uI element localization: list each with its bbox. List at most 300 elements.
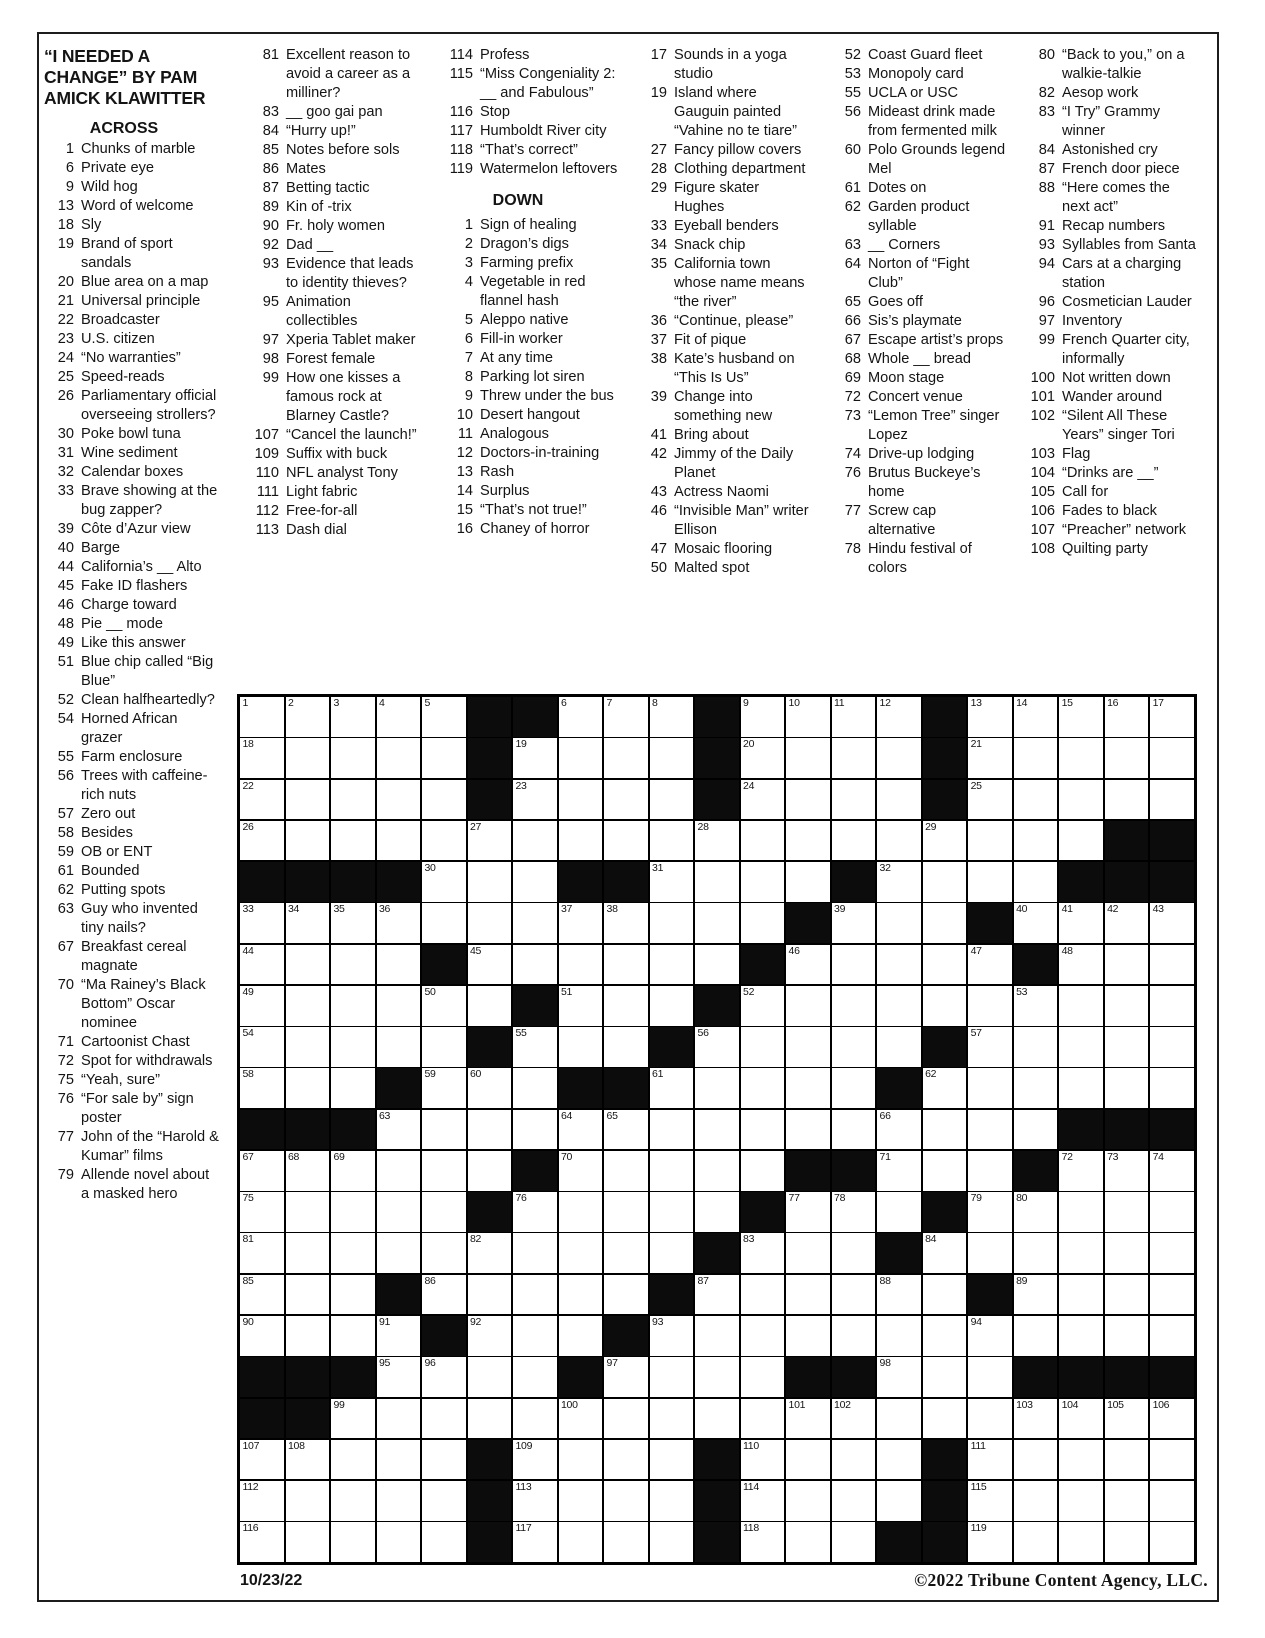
grid-cell[interactable] xyxy=(1105,1275,1149,1315)
grid-cell[interactable] xyxy=(422,986,466,1026)
grid-cell[interactable] xyxy=(1150,1068,1194,1108)
grid-cell[interactable] xyxy=(377,1357,421,1397)
grid-cell[interactable] xyxy=(1014,1440,1058,1480)
grid-cell[interactable] xyxy=(559,1110,603,1150)
grid-cell[interactable] xyxy=(1014,821,1058,861)
grid-cell[interactable] xyxy=(240,1481,284,1521)
grid-cell[interactable] xyxy=(1014,1027,1058,1067)
grid-cell[interactable] xyxy=(923,1399,967,1439)
grid-cell[interactable] xyxy=(604,986,648,1026)
grid-cell[interactable] xyxy=(331,1027,375,1067)
grid-cell[interactable] xyxy=(240,697,284,737)
grid-cell[interactable] xyxy=(468,945,512,985)
grid-cell[interactable] xyxy=(1105,903,1149,943)
grid-cell[interactable] xyxy=(650,945,694,985)
grid-cell[interactable] xyxy=(331,1068,375,1108)
grid-cell[interactable] xyxy=(513,1068,557,1108)
grid-cell[interactable] xyxy=(1105,1399,1149,1439)
grid-cell[interactable] xyxy=(468,1110,512,1150)
grid-cell[interactable] xyxy=(1059,903,1103,943)
grid-cell[interactable] xyxy=(832,780,876,820)
grid-cell[interactable] xyxy=(604,1522,648,1562)
grid-cell[interactable] xyxy=(468,821,512,861)
grid-cell[interactable] xyxy=(377,1399,421,1439)
grid-cell[interactable] xyxy=(877,1275,921,1315)
grid-cell[interactable] xyxy=(695,1399,739,1439)
grid-cell[interactable] xyxy=(832,1522,876,1562)
grid-cell[interactable] xyxy=(1059,821,1103,861)
grid-cell[interactable] xyxy=(331,986,375,1026)
grid-cell[interactable] xyxy=(832,1027,876,1067)
grid-cell[interactable] xyxy=(1105,1440,1149,1480)
grid-cell[interactable] xyxy=(604,1481,648,1521)
grid-cell[interactable] xyxy=(559,1275,603,1315)
grid-cell[interactable] xyxy=(422,1399,466,1439)
grid-cell[interactable] xyxy=(741,986,785,1026)
grid-cell[interactable] xyxy=(741,1316,785,1356)
grid-cell[interactable] xyxy=(240,1027,284,1067)
grid-cell[interactable] xyxy=(832,1275,876,1315)
grid-cell[interactable] xyxy=(240,1522,284,1562)
grid-cell[interactable] xyxy=(650,780,694,820)
grid-cell[interactable] xyxy=(331,1192,375,1232)
grid-cell[interactable] xyxy=(559,1151,603,1191)
grid-cell[interactable] xyxy=(786,780,830,820)
grid-cell[interactable] xyxy=(968,986,1012,1026)
grid-cell[interactable] xyxy=(513,821,557,861)
grid-cell[interactable] xyxy=(923,821,967,861)
grid-cell[interactable] xyxy=(331,780,375,820)
grid-cell[interactable] xyxy=(877,1481,921,1521)
grid-cell[interactable] xyxy=(741,1440,785,1480)
grid-cell[interactable] xyxy=(331,1151,375,1191)
grid-cell[interactable] xyxy=(422,1522,466,1562)
grid-cell[interactable] xyxy=(513,1522,557,1562)
grid-cell[interactable] xyxy=(513,862,557,902)
grid-cell[interactable] xyxy=(331,1399,375,1439)
grid-cell[interactable] xyxy=(832,1440,876,1480)
grid-cell[interactable] xyxy=(331,697,375,737)
grid-cell[interactable] xyxy=(741,1068,785,1108)
grid-cell[interactable] xyxy=(1105,697,1149,737)
grid-cell[interactable] xyxy=(968,1522,1012,1562)
grid-cell[interactable] xyxy=(1105,1027,1149,1067)
grid-cell[interactable] xyxy=(877,862,921,902)
grid-cell[interactable] xyxy=(1014,862,1058,902)
grid-cell[interactable] xyxy=(1105,1068,1149,1108)
grid-cell[interactable] xyxy=(1150,903,1194,943)
grid-cell[interactable] xyxy=(513,780,557,820)
grid-cell[interactable] xyxy=(422,903,466,943)
grid-cell[interactable] xyxy=(741,1110,785,1150)
grid-cell[interactable] xyxy=(604,1151,648,1191)
grid-cell[interactable] xyxy=(1014,738,1058,778)
grid-cell[interactable] xyxy=(286,1275,330,1315)
grid-cell[interactable] xyxy=(1105,1481,1149,1521)
grid-cell[interactable] xyxy=(741,1481,785,1521)
grid-cell[interactable] xyxy=(240,1068,284,1108)
grid-cell[interactable] xyxy=(650,1316,694,1356)
grid-cell[interactable] xyxy=(513,1481,557,1521)
grid-cell[interactable] xyxy=(1150,1027,1194,1067)
grid-cell[interactable] xyxy=(1014,1481,1058,1521)
grid-cell[interactable] xyxy=(1105,986,1149,1026)
grid-cell[interactable] xyxy=(513,945,557,985)
grid-cell[interactable] xyxy=(1059,1522,1103,1562)
grid-cell[interactable] xyxy=(513,1399,557,1439)
grid-cell[interactable] xyxy=(422,1151,466,1191)
grid-cell[interactable] xyxy=(968,945,1012,985)
grid-cell[interactable] xyxy=(604,1192,648,1232)
grid-cell[interactable] xyxy=(1014,1275,1058,1315)
grid-cell[interactable] xyxy=(923,1357,967,1397)
grid-cell[interactable] xyxy=(240,1233,284,1273)
grid-cell[interactable] xyxy=(650,1357,694,1397)
grid-cell[interactable] xyxy=(240,1316,284,1356)
grid-cell[interactable] xyxy=(422,1192,466,1232)
grid-cell[interactable] xyxy=(1059,1399,1103,1439)
grid-cell[interactable] xyxy=(604,1399,648,1439)
grid-cell[interactable] xyxy=(832,1192,876,1232)
grid-cell[interactable] xyxy=(559,821,603,861)
grid-cell[interactable] xyxy=(559,945,603,985)
grid-cell[interactable] xyxy=(513,1110,557,1150)
grid-cell[interactable] xyxy=(1059,780,1103,820)
grid-cell[interactable] xyxy=(559,1027,603,1067)
grid-cell[interactable] xyxy=(1059,697,1103,737)
grid-cell[interactable] xyxy=(968,1399,1012,1439)
grid-cell[interactable] xyxy=(877,1357,921,1397)
grid-cell[interactable] xyxy=(968,1316,1012,1356)
grid-cell[interactable] xyxy=(1014,780,1058,820)
grid-cell[interactable] xyxy=(468,1275,512,1315)
grid-cell[interactable] xyxy=(513,738,557,778)
grid-cell[interactable] xyxy=(604,1027,648,1067)
grid-cell[interactable] xyxy=(1059,1068,1103,1108)
grid-cell[interactable] xyxy=(1059,1440,1103,1480)
grid-cell[interactable] xyxy=(559,738,603,778)
grid-cell[interactable] xyxy=(741,821,785,861)
grid-cell[interactable] xyxy=(786,1027,830,1067)
grid-cell[interactable] xyxy=(968,697,1012,737)
grid-cell[interactable] xyxy=(377,1316,421,1356)
grid-cell[interactable] xyxy=(877,903,921,943)
grid-cell[interactable] xyxy=(786,1316,830,1356)
grid-cell[interactable] xyxy=(968,780,1012,820)
grid-cell[interactable] xyxy=(695,945,739,985)
grid-cell[interactable] xyxy=(331,903,375,943)
grid-cell[interactable] xyxy=(1105,945,1149,985)
grid-cell[interactable] xyxy=(377,738,421,778)
grid-cell[interactable] xyxy=(1059,945,1103,985)
grid-cell[interactable] xyxy=(377,780,421,820)
grid-cell[interactable] xyxy=(422,1233,466,1273)
grid-cell[interactable] xyxy=(650,1151,694,1191)
grid-cell[interactable] xyxy=(1150,697,1194,737)
grid-cell[interactable] xyxy=(240,1151,284,1191)
grid-cell[interactable] xyxy=(923,1068,967,1108)
grid-cell[interactable] xyxy=(968,821,1012,861)
grid-cell[interactable] xyxy=(832,738,876,778)
grid-cell[interactable] xyxy=(468,1233,512,1273)
grid-cell[interactable] xyxy=(513,1316,557,1356)
grid-cell[interactable] xyxy=(877,945,921,985)
grid-cell[interactable] xyxy=(877,1151,921,1191)
grid-cell[interactable] xyxy=(1105,1316,1149,1356)
grid-cell[interactable] xyxy=(604,821,648,861)
grid-cell[interactable] xyxy=(377,821,421,861)
grid-cell[interactable] xyxy=(1059,1316,1103,1356)
grid-cell[interactable] xyxy=(650,738,694,778)
grid-cell[interactable] xyxy=(832,821,876,861)
grid-cell[interactable] xyxy=(741,862,785,902)
grid-cell[interactable] xyxy=(286,1316,330,1356)
grid-cell[interactable] xyxy=(832,697,876,737)
grid-cell[interactable] xyxy=(559,1399,603,1439)
grid-cell[interactable] xyxy=(832,1316,876,1356)
grid-cell[interactable] xyxy=(1150,1522,1194,1562)
grid-cell[interactable] xyxy=(468,1151,512,1191)
grid-cell[interactable] xyxy=(286,1027,330,1067)
grid-cell[interactable] xyxy=(832,986,876,1026)
grid-cell[interactable] xyxy=(422,1110,466,1150)
grid-cell[interactable] xyxy=(923,945,967,985)
grid-cell[interactable] xyxy=(650,821,694,861)
grid-cell[interactable] xyxy=(650,1522,694,1562)
grid-cell[interactable] xyxy=(832,1399,876,1439)
grid-cell[interactable] xyxy=(877,1192,921,1232)
grid-cell[interactable] xyxy=(468,903,512,943)
grid-cell[interactable] xyxy=(513,1027,557,1067)
grid-cell[interactable] xyxy=(377,1522,421,1562)
grid-cell[interactable] xyxy=(422,862,466,902)
grid-cell[interactable] xyxy=(331,945,375,985)
grid-cell[interactable] xyxy=(650,1481,694,1521)
grid-cell[interactable] xyxy=(468,1357,512,1397)
grid-cell[interactable] xyxy=(877,821,921,861)
grid-cell[interactable] xyxy=(331,821,375,861)
grid-cell[interactable] xyxy=(1014,903,1058,943)
grid-cell[interactable] xyxy=(604,903,648,943)
grid-cell[interactable] xyxy=(1150,1399,1194,1439)
grid-cell[interactable] xyxy=(559,1192,603,1232)
grid-cell[interactable] xyxy=(1059,1275,1103,1315)
grid-cell[interactable] xyxy=(286,1151,330,1191)
grid-cell[interactable] xyxy=(968,738,1012,778)
grid-cell[interactable] xyxy=(832,1233,876,1273)
grid-cell[interactable] xyxy=(786,1192,830,1232)
grid-cell[interactable] xyxy=(650,1068,694,1108)
grid-cell[interactable] xyxy=(695,903,739,943)
grid-cell[interactable] xyxy=(1014,1068,1058,1108)
grid-cell[interactable] xyxy=(1105,738,1149,778)
grid-cell[interactable] xyxy=(604,1275,648,1315)
grid-cell[interactable] xyxy=(240,780,284,820)
grid-cell[interactable] xyxy=(422,1068,466,1108)
grid-cell[interactable] xyxy=(286,945,330,985)
grid-cell[interactable] xyxy=(1105,1233,1149,1273)
grid-cell[interactable] xyxy=(695,1357,739,1397)
grid-cell[interactable] xyxy=(422,1275,466,1315)
grid-cell[interactable] xyxy=(968,1192,1012,1232)
grid-cell[interactable] xyxy=(286,1233,330,1273)
grid-cell[interactable] xyxy=(513,1440,557,1480)
grid-cell[interactable] xyxy=(786,738,830,778)
grid-cell[interactable] xyxy=(286,738,330,778)
grid-cell[interactable] xyxy=(604,697,648,737)
grid-cell[interactable] xyxy=(422,1027,466,1067)
grid-cell[interactable] xyxy=(695,1275,739,1315)
grid-cell[interactable] xyxy=(286,1440,330,1480)
grid-cell[interactable] xyxy=(1014,1522,1058,1562)
grid-cell[interactable] xyxy=(832,1110,876,1150)
grid-cell[interactable] xyxy=(422,738,466,778)
grid-cell[interactable] xyxy=(877,697,921,737)
grid-cell[interactable] xyxy=(741,697,785,737)
grid-cell[interactable] xyxy=(923,986,967,1026)
grid-cell[interactable] xyxy=(331,1316,375,1356)
grid-cell[interactable] xyxy=(741,1357,785,1397)
grid-cell[interactable] xyxy=(832,1068,876,1108)
grid-cell[interactable] xyxy=(832,1481,876,1521)
grid-cell[interactable] xyxy=(513,1192,557,1232)
grid-cell[interactable] xyxy=(786,1110,830,1150)
grid-cell[interactable] xyxy=(741,780,785,820)
grid-cell[interactable] xyxy=(286,780,330,820)
grid-cell[interactable] xyxy=(468,1399,512,1439)
grid-cell[interactable] xyxy=(1150,1316,1194,1356)
grid-cell[interactable] xyxy=(877,780,921,820)
grid-cell[interactable] xyxy=(1059,1233,1103,1273)
grid-cell[interactable] xyxy=(877,1316,921,1356)
grid-cell[interactable] xyxy=(331,738,375,778)
grid-cell[interactable] xyxy=(923,1233,967,1273)
grid-cell[interactable] xyxy=(559,1522,603,1562)
grid-cell[interactable] xyxy=(422,1440,466,1480)
grid-cell[interactable] xyxy=(695,1068,739,1108)
grid-cell[interactable] xyxy=(695,1316,739,1356)
grid-cell[interactable] xyxy=(968,1481,1012,1521)
grid-cell[interactable] xyxy=(377,1440,421,1480)
grid-cell[interactable] xyxy=(786,697,830,737)
grid-cell[interactable] xyxy=(286,697,330,737)
grid-cell[interactable] xyxy=(695,1192,739,1232)
grid-cell[interactable] xyxy=(1150,1440,1194,1480)
grid-cell[interactable] xyxy=(331,1522,375,1562)
grid-cell[interactable] xyxy=(1150,780,1194,820)
grid-cell[interactable] xyxy=(741,1275,785,1315)
grid-cell[interactable] xyxy=(650,986,694,1026)
grid-cell[interactable] xyxy=(923,862,967,902)
grid-cell[interactable] xyxy=(695,1151,739,1191)
grid-cell[interactable] xyxy=(1059,1481,1103,1521)
grid-cell[interactable] xyxy=(604,1357,648,1397)
grid-cell[interactable] xyxy=(786,1275,830,1315)
grid-cell[interactable] xyxy=(286,1068,330,1108)
grid-cell[interactable] xyxy=(422,1357,466,1397)
grid-cell[interactable] xyxy=(968,1440,1012,1480)
grid-cell[interactable] xyxy=(1150,1233,1194,1273)
grid-cell[interactable] xyxy=(240,945,284,985)
grid-cell[interactable] xyxy=(923,1316,967,1356)
grid-cell[interactable] xyxy=(741,1151,785,1191)
grid-cell[interactable] xyxy=(650,1233,694,1273)
grid-cell[interactable] xyxy=(513,903,557,943)
grid-cell[interactable] xyxy=(331,1233,375,1273)
grid-cell[interactable] xyxy=(786,1522,830,1562)
grid-cell[interactable] xyxy=(377,1233,421,1273)
grid-cell[interactable] xyxy=(468,862,512,902)
grid-cell[interactable] xyxy=(695,862,739,902)
grid-cell[interactable] xyxy=(1105,780,1149,820)
grid-cell[interactable] xyxy=(923,1151,967,1191)
grid-cell[interactable] xyxy=(240,821,284,861)
grid-cell[interactable] xyxy=(877,986,921,1026)
grid-cell[interactable] xyxy=(377,1481,421,1521)
grid-cell[interactable] xyxy=(786,821,830,861)
grid-cell[interactable] xyxy=(422,821,466,861)
grid-cell[interactable] xyxy=(1014,697,1058,737)
grid-cell[interactable] xyxy=(377,1110,421,1150)
grid-cell[interactable] xyxy=(741,1399,785,1439)
grid-cell[interactable] xyxy=(422,697,466,737)
grid-cell[interactable] xyxy=(331,1440,375,1480)
grid-cell[interactable] xyxy=(1150,1481,1194,1521)
grid-cell[interactable] xyxy=(286,1481,330,1521)
grid-cell[interactable] xyxy=(1105,1192,1149,1232)
grid-cell[interactable] xyxy=(786,1233,830,1273)
grid-cell[interactable] xyxy=(786,945,830,985)
grid-cell[interactable] xyxy=(604,945,648,985)
grid-cell[interactable] xyxy=(1150,738,1194,778)
grid-cell[interactable] xyxy=(604,1110,648,1150)
grid-cell[interactable] xyxy=(286,1192,330,1232)
grid-cell[interactable] xyxy=(604,738,648,778)
grid-cell[interactable] xyxy=(923,903,967,943)
grid-cell[interactable] xyxy=(832,903,876,943)
grid-cell[interactable] xyxy=(1150,945,1194,985)
grid-cell[interactable] xyxy=(968,1027,1012,1067)
grid-cell[interactable] xyxy=(1150,1151,1194,1191)
grid-cell[interactable] xyxy=(786,1399,830,1439)
grid-cell[interactable] xyxy=(741,1233,785,1273)
grid-cell[interactable] xyxy=(377,945,421,985)
grid-cell[interactable] xyxy=(559,697,603,737)
grid-cell[interactable] xyxy=(877,738,921,778)
grid-cell[interactable] xyxy=(786,862,830,902)
grid-cell[interactable] xyxy=(422,1481,466,1521)
grid-cell[interactable] xyxy=(1059,1151,1103,1191)
grid-cell[interactable] xyxy=(604,1440,648,1480)
grid-cell[interactable] xyxy=(240,986,284,1026)
grid-cell[interactable] xyxy=(1150,1192,1194,1232)
grid-cell[interactable] xyxy=(786,986,830,1026)
grid-cell[interactable] xyxy=(1014,1233,1058,1273)
grid-cell[interactable] xyxy=(513,1275,557,1315)
grid-cell[interactable] xyxy=(240,1440,284,1480)
grid-cell[interactable] xyxy=(695,1110,739,1150)
grid-cell[interactable] xyxy=(240,738,284,778)
grid-cell[interactable] xyxy=(650,1440,694,1480)
grid-cell[interactable] xyxy=(331,1275,375,1315)
grid-cell[interactable] xyxy=(877,1027,921,1067)
grid-cell[interactable] xyxy=(377,1151,421,1191)
grid-cell[interactable] xyxy=(786,1068,830,1108)
grid-cell[interactable] xyxy=(468,1316,512,1356)
grid-cell[interactable] xyxy=(741,1027,785,1067)
grid-cell[interactable] xyxy=(786,1481,830,1521)
grid-cell[interactable] xyxy=(832,945,876,985)
